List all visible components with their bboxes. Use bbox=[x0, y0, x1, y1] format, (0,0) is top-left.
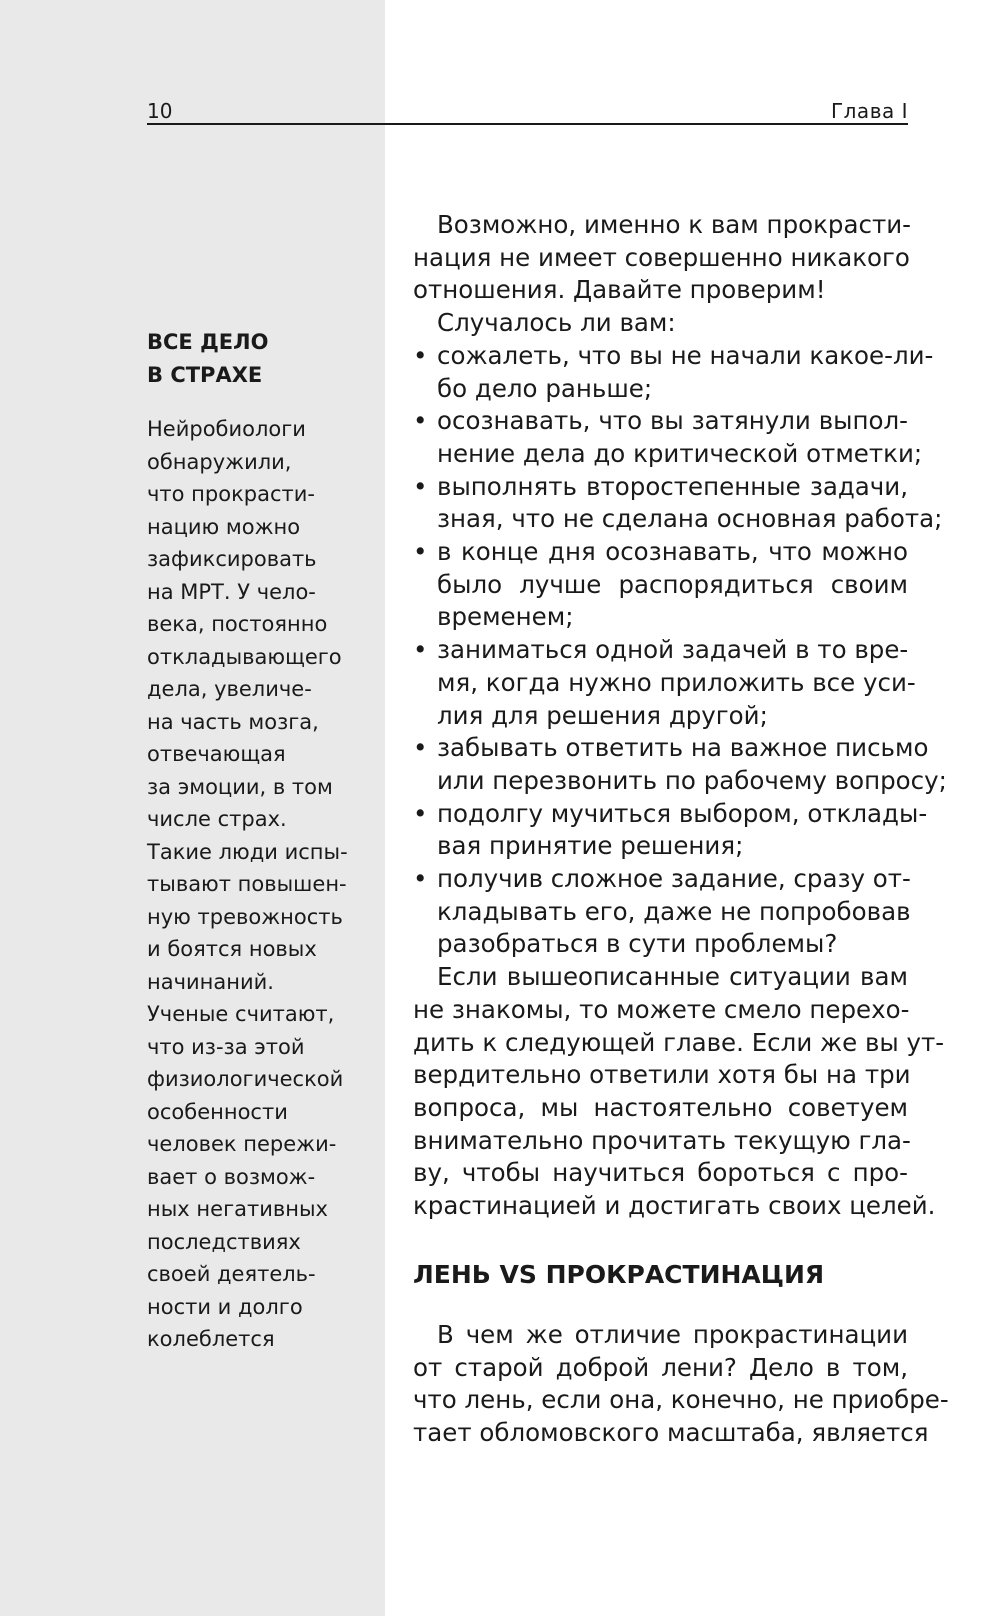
checklist-item-line: лия для решения другой; bbox=[437, 700, 768, 730]
checklist-item-line: заниматься одной задачей в то вре- bbox=[437, 635, 909, 665]
sidebar-text-line: своей деятель- bbox=[147, 1262, 316, 1286]
sidebar-text-line: особенности bbox=[147, 1099, 288, 1124]
running-head: Глава I bbox=[830, 99, 908, 123]
sidebar-text-line: ности и долго bbox=[147, 1294, 303, 1319]
bullet-icon: • bbox=[413, 733, 428, 763]
checklist-item bbox=[413, 732, 947, 797]
conclusion-line: крастинацией и достигать своих целей. bbox=[413, 1191, 936, 1221]
checklist-item-line: зная, что не сделана основная работа; bbox=[437, 504, 943, 534]
sidebar-text-line: дела, увеличе- bbox=[147, 677, 312, 701]
conclusion-line: внимательно прочитать текущую гла- bbox=[413, 1125, 911, 1155]
sidebar-text-line: Нейробиологи bbox=[147, 417, 306, 441]
intro-paragraph bbox=[413, 209, 911, 307]
conclusion-paragraph bbox=[413, 961, 945, 1223]
section-heading: ЛЕНЬ VS ПРОКРАСТИНАЦИЯ bbox=[413, 1259, 825, 1289]
checklist-item bbox=[413, 536, 908, 634]
sidebar-text-line: обнаружили, bbox=[147, 449, 292, 474]
checklist-item bbox=[413, 634, 916, 732]
sidebar-title-line: ВСЕ ДЕЛО bbox=[147, 330, 269, 354]
section-line: от старой доброй лени? Дело в том, bbox=[413, 1352, 908, 1382]
bullet-icon: • bbox=[413, 471, 428, 501]
checklist-item-line: нение дела до критической отметки; bbox=[437, 438, 923, 468]
sidebar-text-line: числе страх. bbox=[147, 807, 287, 831]
sidebar-title-line: В СТРАХЕ bbox=[147, 362, 263, 387]
section-line: В чем же отличие прокрастинации bbox=[437, 1319, 908, 1349]
sidebar-text-line: что из-за этой bbox=[147, 1034, 305, 1059]
conclusion-line: вердительно ответили хотя бы на три bbox=[413, 1060, 911, 1090]
section-line: что лень, если она, конечно, не приобре- bbox=[413, 1385, 949, 1415]
sidebar-text-line: вает о возмож- bbox=[147, 1164, 316, 1189]
checklist-item-line: разобраться в сути проблемы? bbox=[437, 929, 838, 959]
checklist-item-line: вая принятие решения; bbox=[437, 831, 744, 861]
conclusion-line: вопроса, мы настоятельно советуем bbox=[413, 1092, 908, 1122]
checklist bbox=[413, 340, 947, 961]
section-line: тает обломовского масштаба, является bbox=[413, 1417, 929, 1447]
checklist-item bbox=[413, 340, 934, 405]
sidebar-text-line: за эмоции, в том bbox=[147, 774, 333, 799]
checklist-item-line: в конце дня осознавать, что можно bbox=[437, 537, 908, 567]
sidebar-text-line: нацию можно bbox=[147, 514, 301, 539]
sidebar-text-line: Ученые считают, bbox=[147, 1002, 335, 1026]
checklist-item-line: временем; bbox=[437, 602, 574, 632]
checklist-item-line: было лучше распорядиться своим bbox=[437, 569, 908, 599]
section-paragraph bbox=[413, 1319, 949, 1450]
intro-line: Возможно, именно к вам прокрасти- bbox=[437, 210, 911, 239]
sidebar-body bbox=[147, 413, 362, 1356]
sidebar-text-line: что прокрасти- bbox=[147, 482, 315, 506]
bullet-icon: • bbox=[413, 537, 428, 567]
sidebar-text-line: начинаний. bbox=[147, 969, 274, 994]
checklist-item bbox=[413, 863, 911, 961]
conclusion-line: не знакомы, то можете смело перехо- bbox=[413, 994, 910, 1024]
checklist-item-line: сожалеть, что вы не начали какое-ли- bbox=[437, 340, 934, 370]
bullet-icon: • bbox=[413, 635, 428, 665]
sidebar-text-line: на часть мозга, bbox=[147, 709, 319, 734]
conclusion-line: дить к следующей главе. Если же вы ут- bbox=[413, 1027, 945, 1057]
bullet-icon: • bbox=[413, 798, 428, 828]
sidebar-text-line: откладывающего bbox=[147, 644, 342, 669]
sidebar-text-line: последствиях bbox=[147, 1229, 301, 1254]
sidebar-text-line: ную тревожность bbox=[147, 904, 343, 929]
checklist-item bbox=[413, 471, 943, 536]
sidebar-text-line: ных негативных bbox=[147, 1197, 328, 1221]
sidebar-text-line: на МРТ. У чело- bbox=[147, 579, 316, 604]
question-line: Случалось ли вам: bbox=[437, 308, 676, 338]
checklist-item bbox=[413, 405, 923, 470]
checklist-item-line: мя, когда нужно приложить все уси- bbox=[437, 667, 916, 697]
sidebar-text-line: века, постоянно bbox=[147, 612, 328, 636]
checklist-item-line: или перезвонить по рабочему вопросу; bbox=[437, 765, 947, 795]
sidebar-text-line: Такие люди испы- bbox=[147, 839, 348, 864]
checklist-item-line: бо дело раньше; bbox=[437, 373, 653, 403]
sidebar-text-line: и боятся новых bbox=[147, 937, 317, 961]
checklist-item-line: получив сложное задание, сразу от- bbox=[437, 864, 911, 894]
bullet-icon: • bbox=[413, 340, 428, 370]
sidebar-text-line: колеблется bbox=[147, 1327, 275, 1351]
conclusion-line: ву, чтобы научиться бороться с про- bbox=[413, 1158, 908, 1188]
checklist-item-line: выполнять второстепенные задачи, bbox=[437, 471, 908, 501]
intro-line: нация не имеет совершенно никакого bbox=[413, 242, 910, 272]
checklist-item-line: осознавать, что вы затянули выпол- bbox=[437, 406, 908, 436]
sidebar-text-line: тывают повышен- bbox=[147, 872, 347, 896]
checklist-item bbox=[413, 798, 928, 863]
page-number: 10 bbox=[147, 99, 173, 123]
checklist-item-line: подолгу мучиться выбором, отклады- bbox=[437, 798, 928, 828]
bullet-icon: • bbox=[413, 864, 428, 894]
sidebar-text-line: зафиксировать bbox=[147, 547, 317, 571]
checklist-item-line: забывать ответить на важное письмо bbox=[437, 733, 929, 763]
checklist-item-line: кладывать его, даже не попробовав bbox=[437, 896, 911, 926]
sidebar-title bbox=[147, 326, 362, 391]
sidebar-text-line: человек пережи- bbox=[147, 1132, 337, 1156]
sidebar-text-line: отвечающая bbox=[147, 742, 286, 766]
sidebar-text-line: физиологической bbox=[147, 1067, 344, 1091]
header-rule bbox=[147, 123, 908, 125]
sidebar-note bbox=[147, 326, 362, 1356]
intro-line: отношения. Давайте проверим! bbox=[413, 275, 826, 305]
conclusion-line: Если вышеописанные ситуации вам bbox=[437, 962, 908, 992]
bullet-icon: • bbox=[413, 406, 428, 436]
main-text bbox=[413, 209, 949, 1450]
